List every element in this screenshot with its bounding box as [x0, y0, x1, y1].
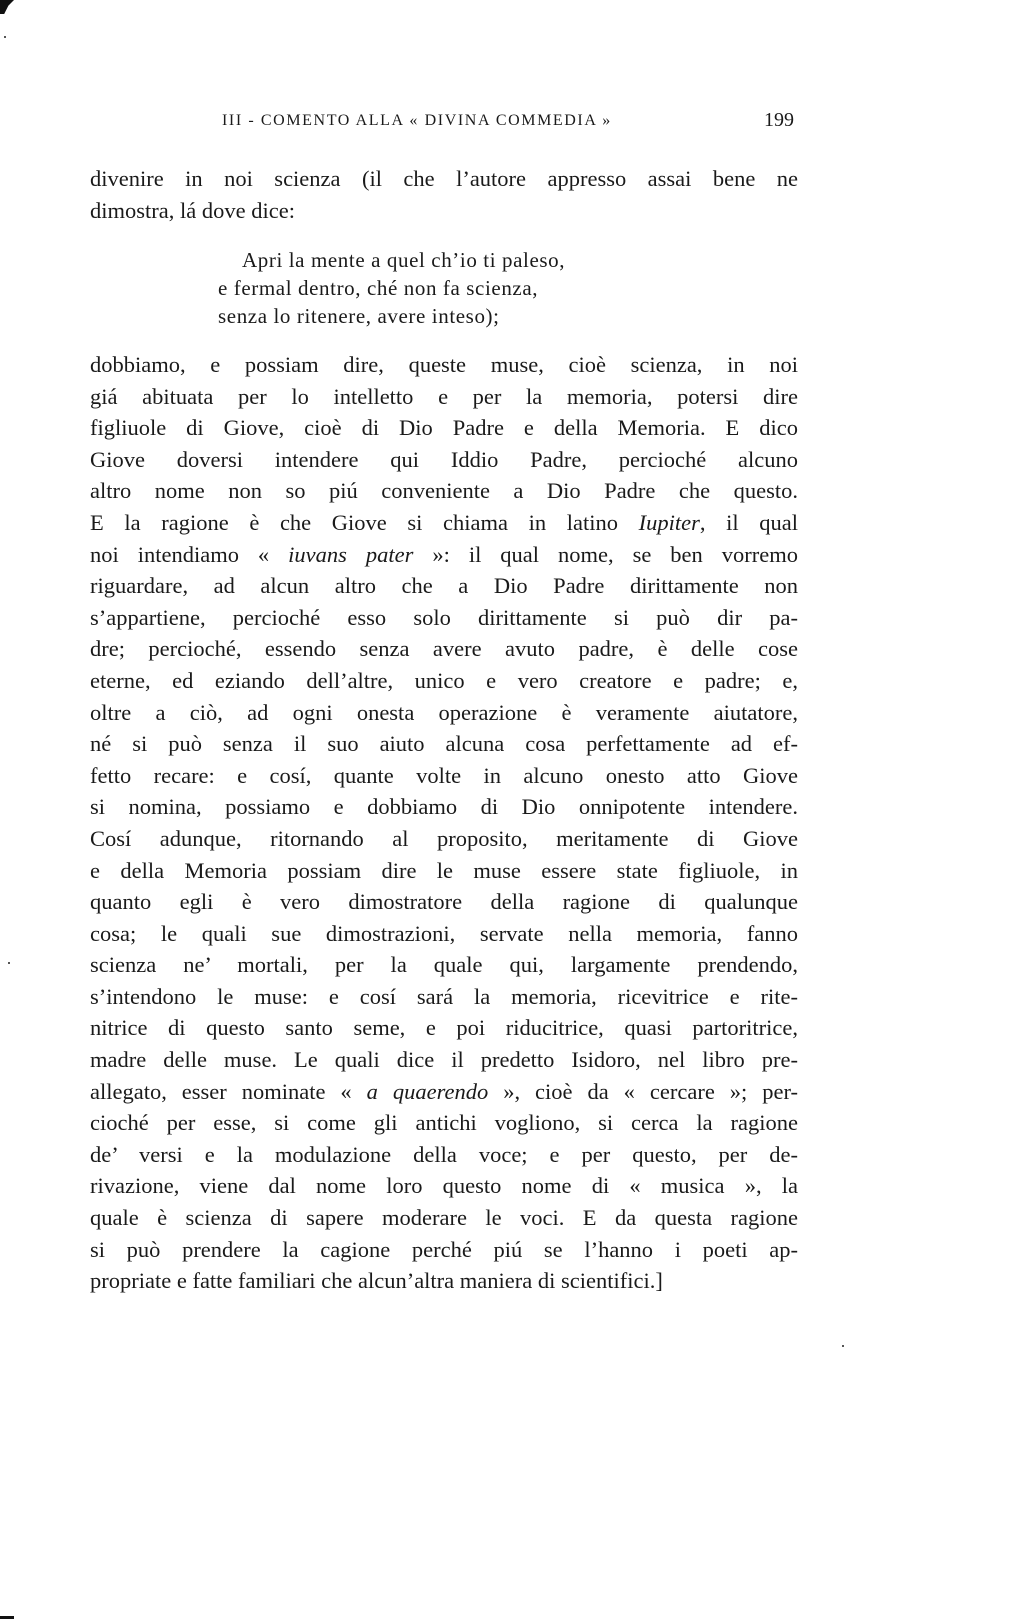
running-head-title: III - COMENTO ALLA « DIVINA COMMEDIA »: [222, 112, 612, 129]
scan-speck: [4, 36, 6, 38]
text-line: oltre a ciò, ad ogni onesta operazione è veramente aiutatore,: [90, 699, 798, 725]
text-line: madre delle muse. Le quali dice il predetto Isidoro, nel libro pre-: [90, 1047, 798, 1073]
text-line: dobbiamo, e possiam dire, queste muse, cioè scienza, in noi: [90, 352, 798, 377]
scan-corner-mark: [0, 1616, 14, 1619]
text-line: rivazione, viene dal nome loro questo nome di « musica », la: [90, 1173, 798, 1199]
italic-latin-term: iuvans pater: [288, 541, 414, 567]
italic-latin-term: Iupiter: [638, 509, 700, 535]
text-line: Cosí adunque, ritornando al proposito, meritamente di Giove: [90, 825, 798, 851]
verse-line: senza lo ritenere, avere inteso);: [218, 304, 500, 328]
text-line: Giove doversi intendere qui Iddio Padre, percioché alcuno: [90, 446, 798, 472]
text-line: de’ versi e la modulazione della voce; e per questo, per de-: [90, 1141, 798, 1167]
text-line: dimostra, lá dove dice:: [90, 197, 295, 223]
text-line: né si può senza il suo aiuto alcuna cosa perfettamente ad ef-: [90, 731, 798, 757]
text-line: s’intendono le muse: e cosí sará la memoria, ricevitrice e rite-: [90, 983, 798, 1009]
text-line: eterne, ed eziando dell’altre, unico e vero creatore e padre; e,: [90, 667, 798, 693]
text-line: s’appartiene, percioché esso solo dirittamente si può dir pa-: [90, 604, 798, 630]
scan-speck: [842, 1345, 844, 1347]
running-head: [222, 109, 794, 136]
scan-speck: [8, 962, 10, 964]
verse-line: Apri la mente a quel ch’io ti paleso,: [242, 248, 566, 272]
text-line: figliuole di Giove, cioè di Dio Padre e della Memoria. E dico: [90, 415, 798, 441]
paragraph-2: [90, 349, 798, 1297]
text-line: scienza ne’ mortali, per la quale qui, largamente prendendo,: [90, 952, 798, 978]
text-line: altro nome non so piú conveniente a Dio Padre che questo.: [90, 478, 798, 504]
verse-quotation: [218, 246, 565, 330]
page-number: 199: [764, 109, 794, 131]
text-line: dre; percioché, essendo senza avere avuto padre, è delle cose: [90, 636, 798, 662]
scan-corner-mark: [0, 0, 14, 14]
text-line: propriate e fatte familiari che alcun’altra maniera di scientifici.]: [90, 1268, 663, 1294]
italic-latin-term: a quaerendo: [366, 1078, 489, 1104]
text-line: e della Memoria possiam dire le muse essere state figliuole, in: [90, 857, 798, 883]
text-line: si può prendere la cagione perché piú se l’hanno i poeti ap-: [90, 1236, 798, 1262]
text-line: si nomina, possiamo e dobbiamo di Dio onnipotente intendere.: [90, 794, 798, 820]
text-line: allegato, esser nominate « a quaerendo », cioè da « cercare »; per-: [90, 1078, 798, 1104]
verse-line: e fermal dentro, ché non fa scienza,: [218, 276, 539, 300]
paragraph-1: [90, 163, 798, 226]
text-line: nitrice di questo santo seme, e poi riducitrice, quasi partoritrice,: [90, 1015, 798, 1041]
text-line: quanto egli è vero dimostratore della ragione di qualunque: [90, 889, 798, 915]
text-line: divenire in noi scienza (il che l’autore appresso assai bene ne: [90, 166, 798, 191]
text-line: noi intendiamo « iuvans pater »: il qual nome, se ben vorremo: [90, 541, 798, 567]
text-line: fetto recare: e cosí, quante volte in alcuno onesto atto Giove: [90, 762, 798, 788]
text-line: quale è scienza di sapere moderare le voci. E da questa ragione: [90, 1205, 798, 1231]
text-line: E la ragione è che Giove si chiama in latino Iupiter, il qual: [90, 509, 798, 535]
text-line: riguardare, ad alcun altro che a Dio Padre dirittamente non: [90, 573, 798, 599]
text-line: cosa; le quali sue dimostrazioni, servate nella memoria, fanno: [90, 920, 798, 946]
text-line: giá abituata per lo intelletto e per la memoria, potersi dire: [90, 383, 798, 409]
text-line: cioché per esse, si come gli antichi vogliono, si cerca la ragione: [90, 1110, 798, 1136]
